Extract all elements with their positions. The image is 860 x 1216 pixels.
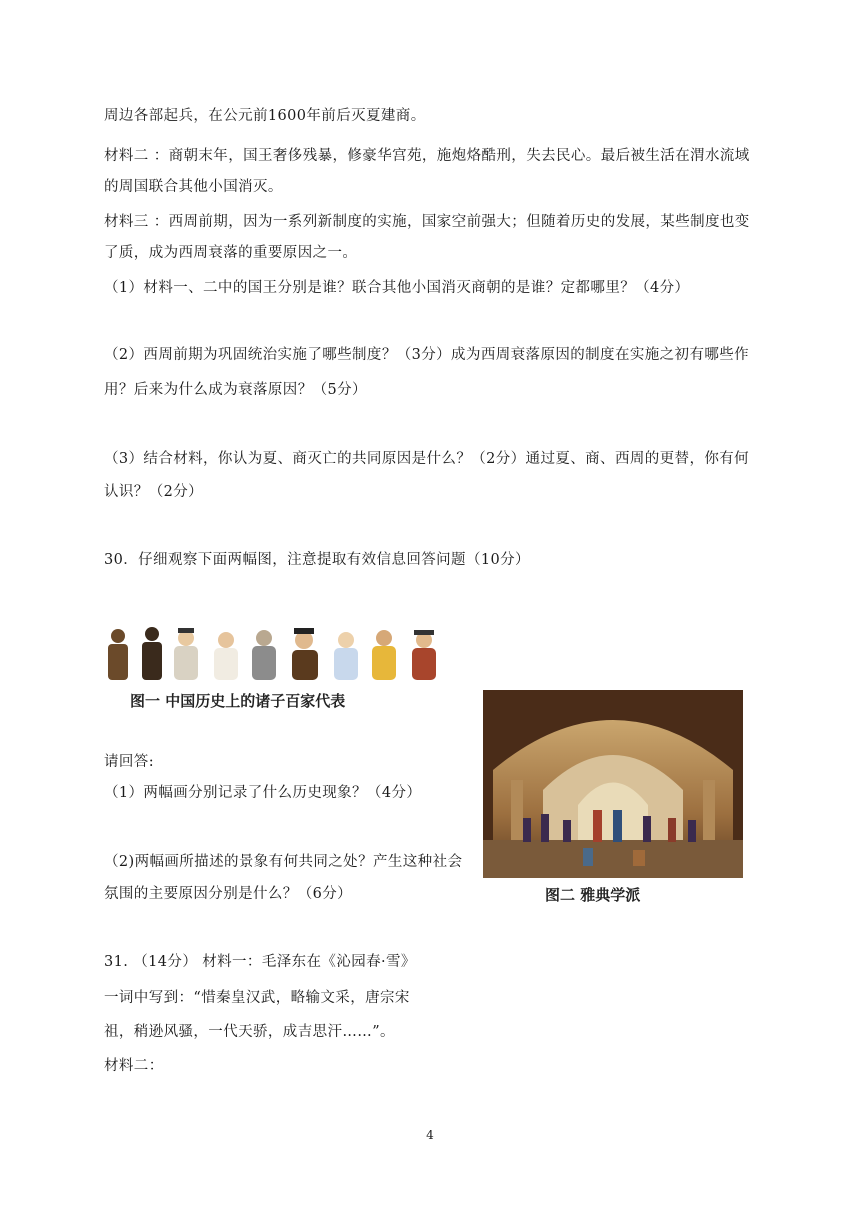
page-number: 4 xyxy=(426,1128,434,1142)
figure2-caption: 图二 雅典学派 xyxy=(545,886,641,904)
text-line: 材料三 ：西周前期，因为一系列新制度的实施，国家空前强大；但随着历史的发展，某些制度也变 xyxy=(104,214,750,230)
text-line: 材料二 ：商朝末年，国王奢侈残暴，修豪华宫苑，施炮烙酷刑，失去民心。最后被生活在渭水流域 xyxy=(104,148,750,164)
hundred-schools-portraits-image xyxy=(104,622,444,680)
question-30-2: （2)两幅画所描述的景象有何共同之处？产生这种社会 xyxy=(104,854,463,870)
text-line: 的周国联合其他小国消灭。 xyxy=(104,179,283,195)
question-30: 30．仔细观察下面两幅图，注意提取有效信息回答问题（10分） xyxy=(104,552,530,568)
answer-prompt: 请回答: xyxy=(104,754,154,770)
text-line: 祖，稍逊风骚，一代天骄，成吉思汗……”。 xyxy=(104,1024,395,1040)
text-line: 氛围的主要原因分别是什么？（6分） xyxy=(104,886,353,902)
text-line: 一词中写到：“惜秦皇汉武，略输文采，唐宗宋 xyxy=(104,990,410,1006)
question-31: 31. （14分） 材料一：毛泽东在《沁园春·雪》 xyxy=(104,954,416,970)
text-line: 认识？（2分） xyxy=(104,484,204,500)
question-2: （2）西周前期为巩固统治实施了哪些制度？（3分）成为西周衰落原因的制度在实施之初有哪些作 xyxy=(104,347,750,363)
question-3: （3）结合材料，你认为夏、商灭亡的共同原因是什么？（2分）通过夏、商、西周的更替，你有何 xyxy=(104,451,750,467)
figure1-caption: 图一 中国历史上的诸子百家代表 xyxy=(130,692,346,710)
question-1: （1）材料一、二中的国王分别是谁？联合其他小国消灭商朝的是谁？定都哪里？（4分） xyxy=(104,280,690,296)
text-line: 了质，成为西周衰落的重要原因之一。 xyxy=(104,245,358,261)
text-line: 材料二： xyxy=(104,1058,164,1074)
text-line: 周边各部起兵，在公元前1600年前后灭夏建商。 xyxy=(104,108,426,124)
text-line: 用？后来为什么成为衰落原因？（5分） xyxy=(104,382,367,398)
portrait-figure xyxy=(104,622,444,680)
question-30-1: （1）两幅画分别记录了什么历史现象？（4分） xyxy=(104,785,422,801)
school-of-athens-painting-image xyxy=(483,690,743,878)
